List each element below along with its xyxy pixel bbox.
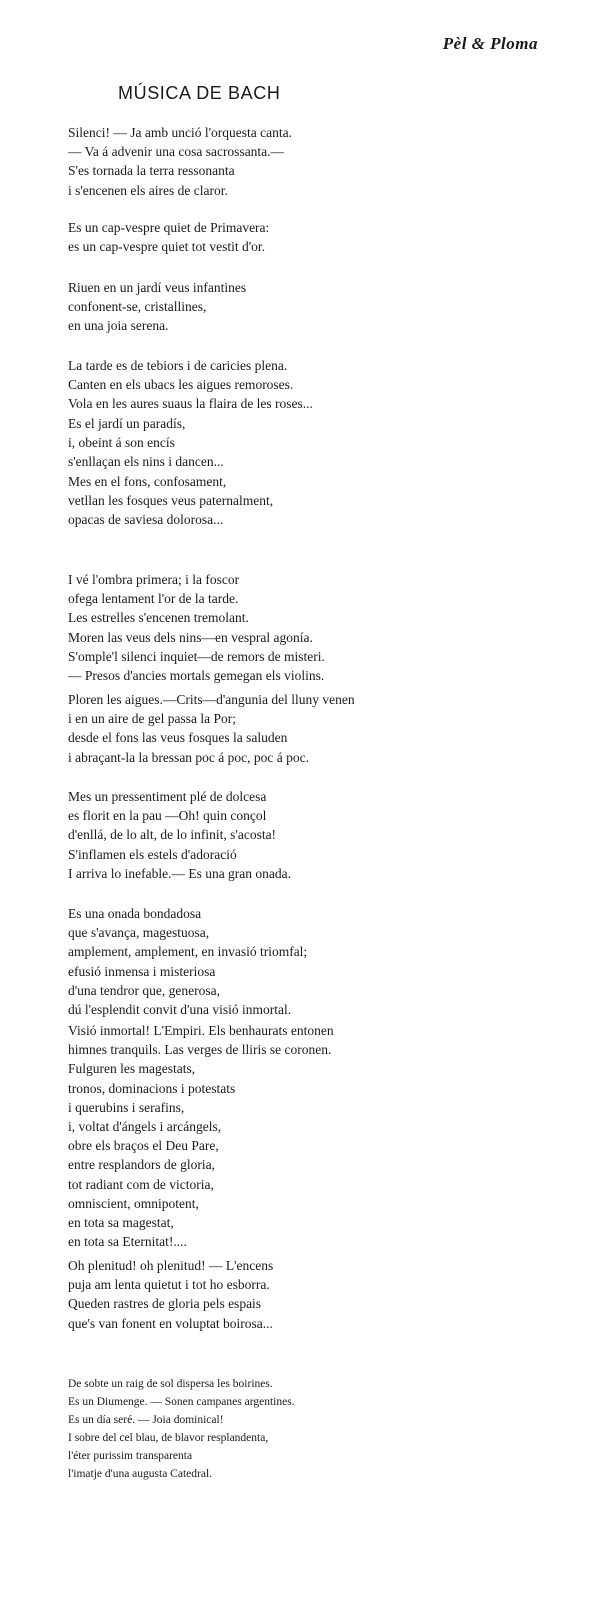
poem-line: es un cap-vespre quiet tot vestit d'or. bbox=[68, 239, 266, 255]
poem-line: Moren las veus dels nins—en vespral agonía. bbox=[68, 629, 313, 645]
poem-line: i, voltat d'ángels i arcángels, bbox=[68, 1118, 222, 1134]
poem-line: S'inflamen els estels d'adoració bbox=[68, 846, 237, 862]
poem-title: MÚSICA DE BACH bbox=[118, 83, 281, 103]
poem-line: Queden rastres de gloria pels espais bbox=[68, 1296, 262, 1312]
poem-line: Oh plenitud! oh plenitud! — L'encens bbox=[68, 1258, 274, 1273]
poem-line: amplement, amplement, en invasió triomfal; bbox=[68, 944, 308, 960]
poem-line: dú l'esplendit convit d'una visió inmortal. bbox=[68, 1001, 292, 1017]
poem-line: himnes tranquils. Las verges de lliris se coronen. bbox=[68, 1042, 332, 1058]
poem-line: obre els braços el Deu Pare, bbox=[68, 1138, 219, 1154]
magazine-header: Pèl & Ploma bbox=[442, 34, 538, 53]
poem-line: Les estrelles s'encenen tremolant. bbox=[68, 610, 249, 626]
poem-line: l'imatje d'una augusta Catedral. bbox=[68, 1468, 213, 1480]
poem-line: — Presos d'ancies mortals gemegan els violins. bbox=[68, 667, 325, 683]
poem-line: Riuen en un jardí veus infantines bbox=[68, 280, 247, 295]
poem-line: S'omple'l silenci inquiet—de remors de misteri. bbox=[68, 648, 325, 664]
poem-line: opacas de saviesa dolorosa... bbox=[68, 512, 224, 528]
poem-line: vetllan les fosques veus paternalment, bbox=[68, 493, 274, 509]
stanza bbox=[68, 356, 313, 471]
stanza bbox=[68, 1375, 295, 1483]
poem-line: Silenci! — Ja amb unció l'orquesta canta. bbox=[68, 125, 292, 140]
poem-line: que's van fonent en voluptat boirosa... bbox=[68, 1315, 273, 1331]
poem-line: Canten en els ubacs les aigues remoroses. bbox=[68, 377, 294, 393]
poem-line: S'es tornada la terra ressonanta bbox=[68, 163, 235, 179]
poem-line: — Va á advenir una cosa sacrossanta.— bbox=[68, 144, 285, 160]
poem-line: en tota sa magestat, bbox=[68, 1214, 174, 1230]
poem-line: puja am lenta quietut i tot ho esborra. bbox=[68, 1277, 270, 1293]
stanza bbox=[68, 904, 307, 1019]
poem-line: De sobte un raig de sol dispersa les boirines. bbox=[68, 1378, 273, 1390]
poem-line: Es un cap-vespre quiet de Primavera: bbox=[68, 220, 270, 235]
poem-line: La tarde es de tebiors i de caricies plena. bbox=[68, 358, 288, 373]
stanza bbox=[68, 123, 292, 200]
poem-line: I arriva lo inefable.— Es una gran onada. bbox=[68, 865, 292, 881]
poem-line: I vé l'ombra primera; i la foscor bbox=[68, 572, 240, 587]
poem-line: Ploren les aigues.—Crits—d'angunia del lluny venen bbox=[68, 692, 355, 707]
stanza bbox=[68, 278, 246, 336]
poem-line: en tota sa Eternitat!.... bbox=[68, 1234, 187, 1250]
stanza bbox=[68, 570, 325, 685]
poem-line: es florit en la pau —Oh! quin conçol bbox=[68, 808, 267, 824]
stanza bbox=[68, 218, 269, 256]
poem-line: i en un aire de gel passa la Por; bbox=[68, 711, 236, 727]
stanza bbox=[68, 472, 273, 530]
poem-line: Fulguren les magestats, bbox=[68, 1061, 196, 1077]
stanza bbox=[68, 1256, 273, 1333]
stanza bbox=[68, 787, 291, 883]
poem-line: Mes en el fons, confosament, bbox=[68, 474, 227, 489]
poem-line: i, obeint á son encís bbox=[68, 434, 175, 450]
poem-line: Es el jardí un paradís, bbox=[68, 415, 186, 431]
poem-line: tronos, dominacions i potestats bbox=[68, 1080, 236, 1096]
poem-line: tot radiant com de victoria, bbox=[68, 1176, 214, 1192]
poem-line: Es un día seré. — Joia dominical! bbox=[68, 1414, 224, 1426]
poem-line: d'una tendror que, generosa, bbox=[68, 982, 221, 998]
poem-line: Visió inmortal! L'Empiri. Els benhaurats entonen bbox=[68, 1023, 334, 1038]
poem-line: que s'avança, magestuosa, bbox=[68, 925, 210, 941]
stanza bbox=[68, 690, 355, 767]
poem-line: i s'encenen els aires de claror. bbox=[68, 182, 228, 198]
poem-line: Es un Diumenge. — Sonen campanes argentines. bbox=[68, 1396, 295, 1408]
poem-line: omniscient, omnipotent, bbox=[68, 1195, 199, 1211]
poem-line: d'enllá, de lo alt, de lo infinit, s'acosta! bbox=[68, 827, 277, 843]
poem-line: en una joia serena. bbox=[68, 318, 169, 334]
poem-line: s'enllaçan els nins i dancen... bbox=[68, 453, 224, 469]
poem-line: entre resplandors de gloria, bbox=[68, 1157, 215, 1173]
poem-line: desde el fons las veus fosques la saluden bbox=[68, 730, 288, 746]
poem-line: confonent-se, cristallines, bbox=[68, 299, 207, 315]
poem-line: I sobre del cel blau, de blavor resplandenta, bbox=[68, 1432, 269, 1444]
stanza bbox=[68, 1021, 334, 1251]
poem-line: Es una onada bondadosa bbox=[68, 906, 202, 921]
poem-line: i abraçant-la la bressan poc á poc, poc á poc. bbox=[68, 749, 310, 765]
poem-line: Vola en les aures suaus la flaira de les roses... bbox=[68, 396, 313, 412]
poem-line: l'éter purissim transparenta bbox=[68, 1450, 193, 1462]
poem-line: i querubins i serafins, bbox=[68, 1099, 185, 1115]
poem-line: Mes un pressentiment plé de dolcesa bbox=[68, 789, 267, 804]
poem-line: efusió inmensa i misteriosa bbox=[68, 963, 216, 979]
poem-line: ofega lentament l'or de la tarde. bbox=[68, 591, 239, 607]
